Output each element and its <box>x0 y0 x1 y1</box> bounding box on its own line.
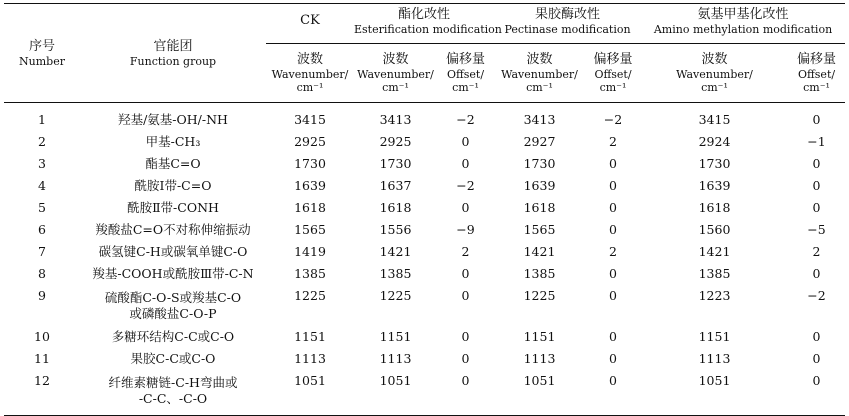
cell-ester-offset: 0 <box>461 134 470 149</box>
cell-function-group-line1: 纤维素糖链-C-H弯曲或 <box>108 374 238 390</box>
cell-function-group: 羧酸盐C=O不对称伸缩振动 <box>95 222 251 237</box>
cell-ester-wavenumber: 1151 <box>379 329 412 344</box>
cell-function-group: 羧基-COOH或酰胺Ⅲ带-C-N <box>92 266 254 281</box>
subheader-offset-en: Offset/ <box>594 68 632 81</box>
subheader-wavenumber-unit: cm⁻¹ <box>296 81 324 94</box>
subheader-pect-wavenumber <box>494 44 585 103</box>
cell-number: 10 <box>34 329 50 344</box>
cell-number: 7 <box>38 244 46 259</box>
cell-function-group: 果胶C-C或C-O <box>130 351 216 366</box>
subheader-wavenumber-unit: cm⁻¹ <box>382 81 409 94</box>
cell-pect-wavenumber: 2927 <box>523 134 556 149</box>
cell-ck: 1113 <box>294 351 326 366</box>
cell-amino-wavenumber: 1618 <box>698 200 731 215</box>
cell-amino-wavenumber: 3415 <box>698 112 731 127</box>
subheader-wavenumber-en: Wavenumber/ <box>357 68 434 81</box>
header-pectinase-en: Pectinase modification <box>504 23 631 36</box>
subheader-wavenumber-cn: 波数 <box>296 52 323 67</box>
cell-amino-offset: 0 <box>812 329 821 344</box>
subheader-offset-cn: 偏移量 <box>445 52 485 67</box>
header-number <box>4 4 80 103</box>
header-pectinase-cn: 果胶酶改性 <box>534 7 600 22</box>
subheader-amino-offset <box>788 44 845 103</box>
cell-pect-wavenumber: 1618 <box>523 200 556 215</box>
header-amino-cn: 氨基甲基化改性 <box>697 7 789 22</box>
table-row <box>4 153 845 175</box>
cell-amino-wavenumber: 1730 <box>698 156 731 171</box>
cell-ester-wavenumber: 1618 <box>379 200 412 215</box>
subheader-wavenumber-cn: 波数 <box>526 52 553 67</box>
cell-ester-wavenumber: 1385 <box>379 266 412 281</box>
cell-amino-wavenumber: 1051 <box>641 370 788 416</box>
cell-amino-offset: 0 <box>788 370 845 416</box>
table-row <box>4 285 845 326</box>
table-row <box>4 263 845 285</box>
cell-ester-wavenumber: 1225 <box>379 288 412 303</box>
cell-ck: 3415 <box>294 112 326 127</box>
cell-pect-wavenumber: 1113 <box>523 351 556 366</box>
cell-ester-wavenumber: 1113 <box>379 351 412 366</box>
subheader-wavenumber-cn: 波数 <box>382 52 409 67</box>
cell-ester-offset: 0 <box>461 200 470 215</box>
cell-pect-wavenumber: 1421 <box>523 244 556 259</box>
cell-function-group: 羟基/氨基-OH/-NH <box>118 112 228 127</box>
table-row <box>4 370 845 416</box>
table-row <box>4 131 845 153</box>
header-amino-en: Amino methylation modification <box>653 23 833 36</box>
subheader-amino-wavenumber <box>641 44 788 103</box>
cell-number: 11 <box>34 351 50 366</box>
table-row <box>4 241 845 263</box>
cell-pect-wavenumber: 1730 <box>523 156 556 171</box>
cell-amino-wavenumber: 2924 <box>698 134 731 149</box>
cell-ester-wavenumber: 1730 <box>379 156 412 171</box>
header-esterification <box>354 4 502 44</box>
table-row <box>4 219 845 241</box>
cell-pect-wavenumber: 1639 <box>523 178 556 193</box>
subheader-wavenumber-en: Wavenumber/ <box>271 68 349 81</box>
cell-ck: 1151 <box>294 329 326 344</box>
cell-ck: 1618 <box>294 200 326 215</box>
cell-function-group: 甲基-CH₃ <box>145 134 201 149</box>
cell-ester-wavenumber: 1637 <box>379 178 412 193</box>
cell-pect-offset: 0 <box>609 266 617 281</box>
subheader-wavenumber-unit: cm⁻¹ <box>701 81 728 94</box>
header-number-en: Number <box>19 54 65 68</box>
subheader-wavenumber-unit: cm⁻¹ <box>526 81 553 94</box>
cell-amino-offset: 0 <box>812 112 821 127</box>
cell-pect-offset: 0 <box>609 200 617 215</box>
table-row <box>4 348 845 370</box>
cell-function-group <box>80 370 266 416</box>
subheader-ck-wavenumber <box>266 44 354 103</box>
table-row <box>4 197 845 219</box>
cell-pect-offset: 0 <box>609 156 617 171</box>
cell-pect-offset: 2 <box>609 134 617 149</box>
cell-amino-offset: 0 <box>812 200 821 215</box>
cell-ester-offset: −2 <box>456 178 475 193</box>
subheader-offset-cn: 偏移量 <box>593 52 633 67</box>
cell-function-group: 碳氢键C-H或碳氧单键C-O <box>98 244 248 259</box>
cell-amino-offset: 0 <box>812 156 821 171</box>
cell-ester-offset: 0 <box>461 351 470 366</box>
cell-amino-offset: 0 <box>812 351 821 366</box>
cell-pect-wavenumber: 1051 <box>494 370 585 416</box>
cell-ester-offset: −2 <box>456 112 475 127</box>
cell-amino-wavenumber: 1560 <box>698 222 731 237</box>
cell-pect-offset: −2 <box>603 112 623 127</box>
cell-ester-wavenumber: 1421 <box>379 244 412 259</box>
subheader-offset-en: Offset/ <box>797 68 836 81</box>
cell-function-group-line2: 或磷酸盐C-O-P <box>129 305 217 321</box>
cell-amino-offset: −2 <box>807 288 826 303</box>
cell-amino-offset: 2 <box>812 244 821 259</box>
header-function-group-cn: 官能团 <box>153 38 193 54</box>
cell-ester-offset: 2 <box>461 244 470 259</box>
cell-number: 6 <box>38 222 46 237</box>
cell-pect-wavenumber: 1565 <box>523 222 556 237</box>
subheader-ester-wavenumber <box>354 44 437 103</box>
cell-function-group-line1: 硫酸酯C-O-S或羧基C-O <box>104 289 242 305</box>
cell-ester-wavenumber: 1051 <box>354 370 437 416</box>
subheader-offset-unit: cm⁻¹ <box>599 81 627 94</box>
cell-pect-wavenumber: 1225 <box>523 288 556 303</box>
cell-amino-wavenumber: 1113 <box>698 351 731 366</box>
cell-number: 3 <box>38 156 46 171</box>
cell-number: 4 <box>38 178 46 193</box>
cell-number: 2 <box>38 134 46 149</box>
cell-pect-offset: 0 <box>609 288 617 303</box>
cell-ck: 1419 <box>294 244 326 259</box>
cell-number: 8 <box>38 266 46 281</box>
cell-pect-wavenumber: 3413 <box>523 112 556 127</box>
subheader-offset-unit: cm⁻¹ <box>452 81 479 94</box>
subheader-wavenumber-cn: 波数 <box>701 52 728 67</box>
header-function-group <box>80 4 266 103</box>
subheader-offset-unit: cm⁻¹ <box>803 81 830 94</box>
cell-ck: 1225 <box>294 288 326 303</box>
cell-ester-offset: −9 <box>456 222 475 237</box>
subheader-wavenumber-en: Wavenumber/ <box>676 68 753 81</box>
cell-ck: 1385 <box>294 266 326 281</box>
table-row <box>4 326 845 348</box>
cell-number: 1 <box>38 112 46 127</box>
header-esterification-cn: 酯化改性 <box>397 7 450 22</box>
cell-number: 9 <box>38 288 46 303</box>
cell-ester-offset: 0 <box>437 370 494 416</box>
cell-ester-offset: 0 <box>461 266 470 281</box>
header-esterification-en: Esterification modification <box>354 23 502 36</box>
header-ck-label: CK <box>300 13 320 28</box>
subheader-offset-cn: 偏移量 <box>797 52 837 67</box>
cell-ester-offset: 0 <box>461 329 470 344</box>
cell-amino-offset: 0 <box>812 266 821 281</box>
cell-amino-offset: 0 <box>812 178 821 193</box>
cell-amino-wavenumber: 1151 <box>698 329 731 344</box>
header-ck <box>266 4 354 44</box>
cell-pect-offset: 0 <box>585 370 641 416</box>
cell-pect-wavenumber: 1151 <box>523 329 556 344</box>
cell-function-group: 多糖环结构C-C或C-O <box>111 329 235 344</box>
subheader-ester-offset <box>437 44 494 103</box>
cell-pect-offset: 2 <box>609 244 617 259</box>
cell-amino-wavenumber: 1421 <box>698 244 731 259</box>
table-row <box>4 103 845 132</box>
cell-number: 12 <box>4 370 80 416</box>
subheader-offset-en: Offset/ <box>446 68 485 81</box>
cell-amino-wavenumber: 1223 <box>698 288 731 303</box>
cell-amino-offset: −1 <box>807 134 826 149</box>
header-amino <box>641 4 845 44</box>
cell-ester-offset: 0 <box>461 156 470 171</box>
cell-pect-offset: 0 <box>609 222 617 237</box>
cell-function-group <box>80 285 266 326</box>
cell-ck: 1730 <box>294 156 326 171</box>
subheader-pect-offset <box>585 44 641 103</box>
cell-amino-wavenumber: 1639 <box>698 178 731 193</box>
table-row <box>4 175 845 197</box>
cell-ck: 1639 <box>294 178 326 193</box>
ftir-table <box>4 3 845 416</box>
header-function-group-en: Function group <box>129 54 217 68</box>
cell-ck: 2925 <box>294 134 326 149</box>
cell-pect-wavenumber: 1385 <box>523 266 556 281</box>
cell-ester-wavenumber: 1556 <box>379 222 412 237</box>
cell-number: 5 <box>38 200 46 215</box>
cell-function-group: 酯基C=O <box>145 156 201 171</box>
table-body <box>4 103 845 416</box>
cell-ck: 1565 <box>294 222 326 237</box>
cell-pect-offset: 0 <box>609 178 617 193</box>
cell-pect-offset: 0 <box>609 351 617 366</box>
cell-ester-wavenumber: 3413 <box>379 112 412 127</box>
subheader-wavenumber-en: Wavenumber/ <box>501 68 578 81</box>
cell-ester-offset: 0 <box>461 288 470 303</box>
header-number-cn: 序号 <box>28 38 55 54</box>
cell-function-group: 酰胺Ⅰ带-C=O <box>134 178 212 193</box>
cell-function-group-line2: -C-C、-C-O <box>138 390 208 406</box>
cell-ester-wavenumber: 2925 <box>379 134 412 149</box>
cell-amino-offset: −5 <box>807 222 826 237</box>
cell-pect-offset: 0 <box>609 329 617 344</box>
header-pectinase <box>494 4 641 44</box>
cell-amino-wavenumber: 1385 <box>698 266 731 281</box>
cell-function-group: 酰胺Ⅱ带-CONH <box>127 200 219 215</box>
cell-ck: 1051 <box>266 370 354 416</box>
